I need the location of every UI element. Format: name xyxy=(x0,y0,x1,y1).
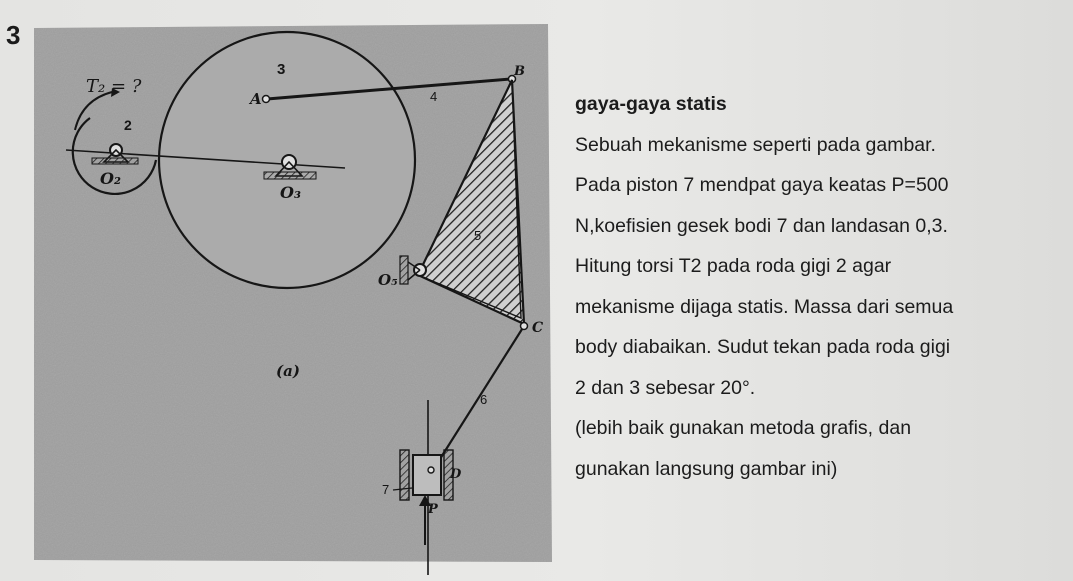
link-4-label: 4 xyxy=(430,89,438,104)
pivot-o2-label: O₂ xyxy=(100,169,121,188)
figure-caption: (a) xyxy=(276,362,300,380)
gear-3-label: 3 xyxy=(277,61,286,78)
link-5-label: 5 xyxy=(474,228,482,243)
point-d-label: D xyxy=(450,467,462,482)
problem-line-2: Pada piston 7 mendpat gaya keatas P=500 xyxy=(575,174,949,196)
point-a-label: A xyxy=(250,90,262,108)
point-b-label: B xyxy=(514,64,525,79)
problem-line-1: Sebuah mekanisme seperti pada gambar. xyxy=(575,133,936,156)
point-c-label: C xyxy=(532,320,544,336)
pivot-o5-label: O₅ xyxy=(378,271,398,289)
problem-line-9: gunakan langsung gambar ini) xyxy=(575,457,838,480)
torque-label: T₂ = ? xyxy=(86,76,142,97)
gear-2-label: 2 xyxy=(124,117,132,133)
slider-7 xyxy=(413,455,441,495)
problem-line-3: N,koefisien gesek bodi 7 dan landasan 0,3. xyxy=(575,214,948,237)
link-7-label: 7 xyxy=(382,482,390,497)
problem-number: 3 xyxy=(6,20,21,50)
problem-text xyxy=(575,84,1065,489)
problem-title: gaya-gaya statis xyxy=(575,93,727,115)
problem-line-5: mekanisme dijaga statis. Massa dari semua xyxy=(575,295,954,318)
problem-line-7: 2 dan 3 sebesar 20°. xyxy=(575,376,756,399)
pivot-o3-label: O₃ xyxy=(280,183,301,202)
problem-line-4: Hitung torsi T2 pada roda gigi 2 agar xyxy=(575,255,892,277)
problem-line-8: (lebih baik gunakan metoda grafis, dan xyxy=(575,417,912,439)
problem-line-6: body diabaikan. Sudut tekan pada roda gigi xyxy=(575,336,951,358)
link-6-label: 6 xyxy=(480,392,488,407)
force-p-label: P xyxy=(428,502,438,517)
